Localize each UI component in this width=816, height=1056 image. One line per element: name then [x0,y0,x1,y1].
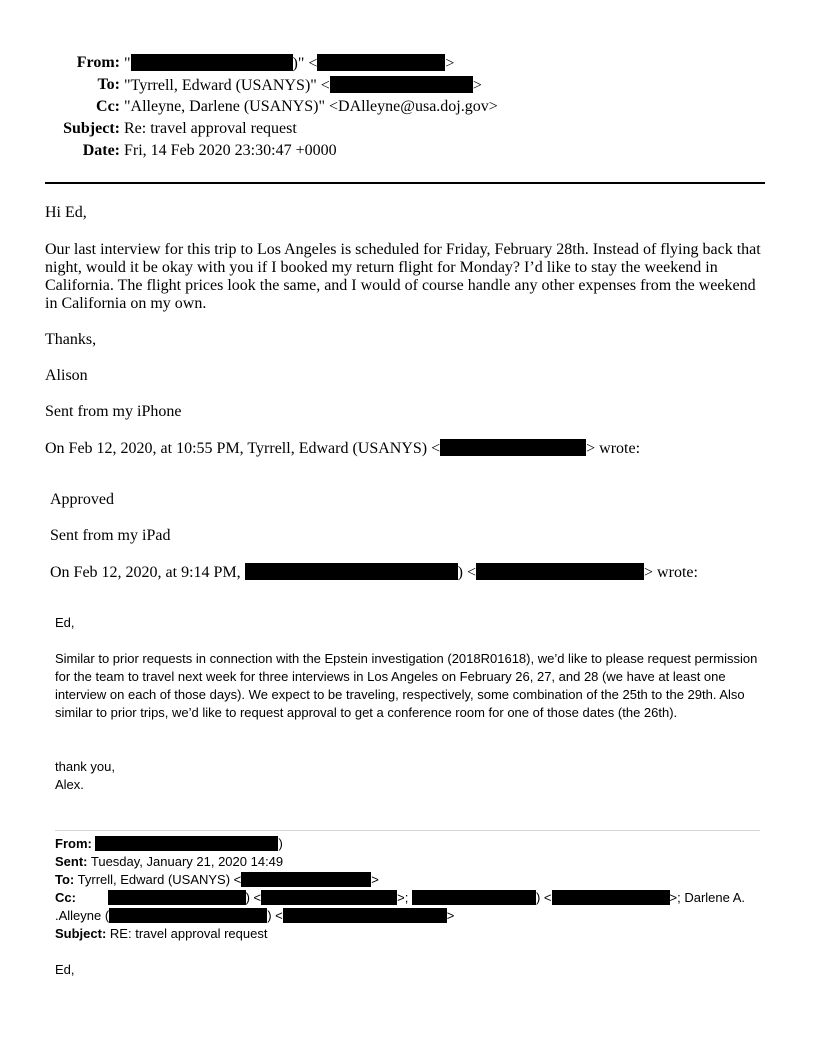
redaction-block [283,908,447,923]
from-value: " )" < > [124,55,455,72]
redaction-block [412,890,536,905]
approval-quote-intro: On Feb 12, 2020, at 9:14 PM, ) < > wrote: [50,564,698,581]
redaction-block [109,908,267,923]
forwarded-cc-row-2: .Alleyne ( ) < > [55,908,455,923]
approval-text: Approved [50,491,114,508]
cc-value: "Alleyne, Darlene (USANYS)" <DAlleyne@usa.doj.gov> [124,98,498,115]
cc-label: Cc: [96,98,120,115]
redaction-block [330,76,473,93]
subject-value: Re: travel approval request [124,120,297,137]
redaction-block [440,439,586,456]
redaction-block [476,563,644,580]
forwarded-from-row: From: ) [55,836,283,851]
redaction-block [261,890,397,905]
reply-greeting: Hi Ed, [45,204,87,221]
redaction-block [552,890,670,905]
reply-signature: Alison [45,367,88,384]
date-label: Date: [82,142,120,159]
subject-label: Subject: [63,120,120,137]
from-label: From: [76,54,120,71]
to-label: To: [97,76,120,93]
redaction-block [245,563,458,580]
forwarded-cc-row: Cc: ) < >; ) < >; Darlene A. [55,890,746,905]
reply-body: Our last interview for this trip to Los Angeles is scheduled for Friday, February 28th. Instead of flying back that night, would it be okay with you if I booked my return flight for Monday? I’d like to stay the weekend in California. The flight prices look the same, and I would of course handle any other expenses from the weekend in California on my own. [45,241,761,312]
redaction-block [108,890,246,905]
redaction-block [131,54,293,71]
request-greeting: Ed, [55,615,75,630]
forwarded-sent-row: Sent: Tuesday, January 21, 2020 14:49 [55,854,284,869]
forwarded-to-row: To: Tyrrell, Edward (USANYS) < > [55,872,379,887]
forward-divider [55,830,760,831]
redaction-block [317,54,445,71]
header-divider [45,182,765,184]
request-body: Similar to prior requests in connection with the Epstein investigation (2018R01618), we’d like to please request permission for the team to travel next week for three interviews in Los Angeles on February 26, 27, and 28 (we have at least one interview on each of those days). We expect to be traveling, respectively, some combination of the 25th to the 29th. Also similar to prior trips, we’d like to request approval to get a conference room for one of those dates (the 26th). [55,651,758,720]
request-signature: Alex. [55,777,84,792]
to-value: "Tyrrell, Edward (USANYS)" < > [124,77,482,94]
forwarded-subject-row: Subject: RE: travel approval request [55,926,268,941]
reply-sent-from: Sent from my iPhone [45,403,182,420]
date-value: Fri, 14 Feb 2020 23:30:47 +0000 [124,142,337,159]
redaction-block [241,872,371,887]
approval-sent-from: Sent from my iPad [50,527,171,544]
reply-thanks: Thanks, [45,331,97,348]
request-closing: thank you, [55,759,115,774]
forwarded-greeting: Ed, [55,962,75,977]
redaction-block [95,836,278,851]
reply-quote-intro: On Feb 12, 2020, at 10:55 PM, Tyrrell, Edward (USANYS) < > wrote: [45,440,641,457]
